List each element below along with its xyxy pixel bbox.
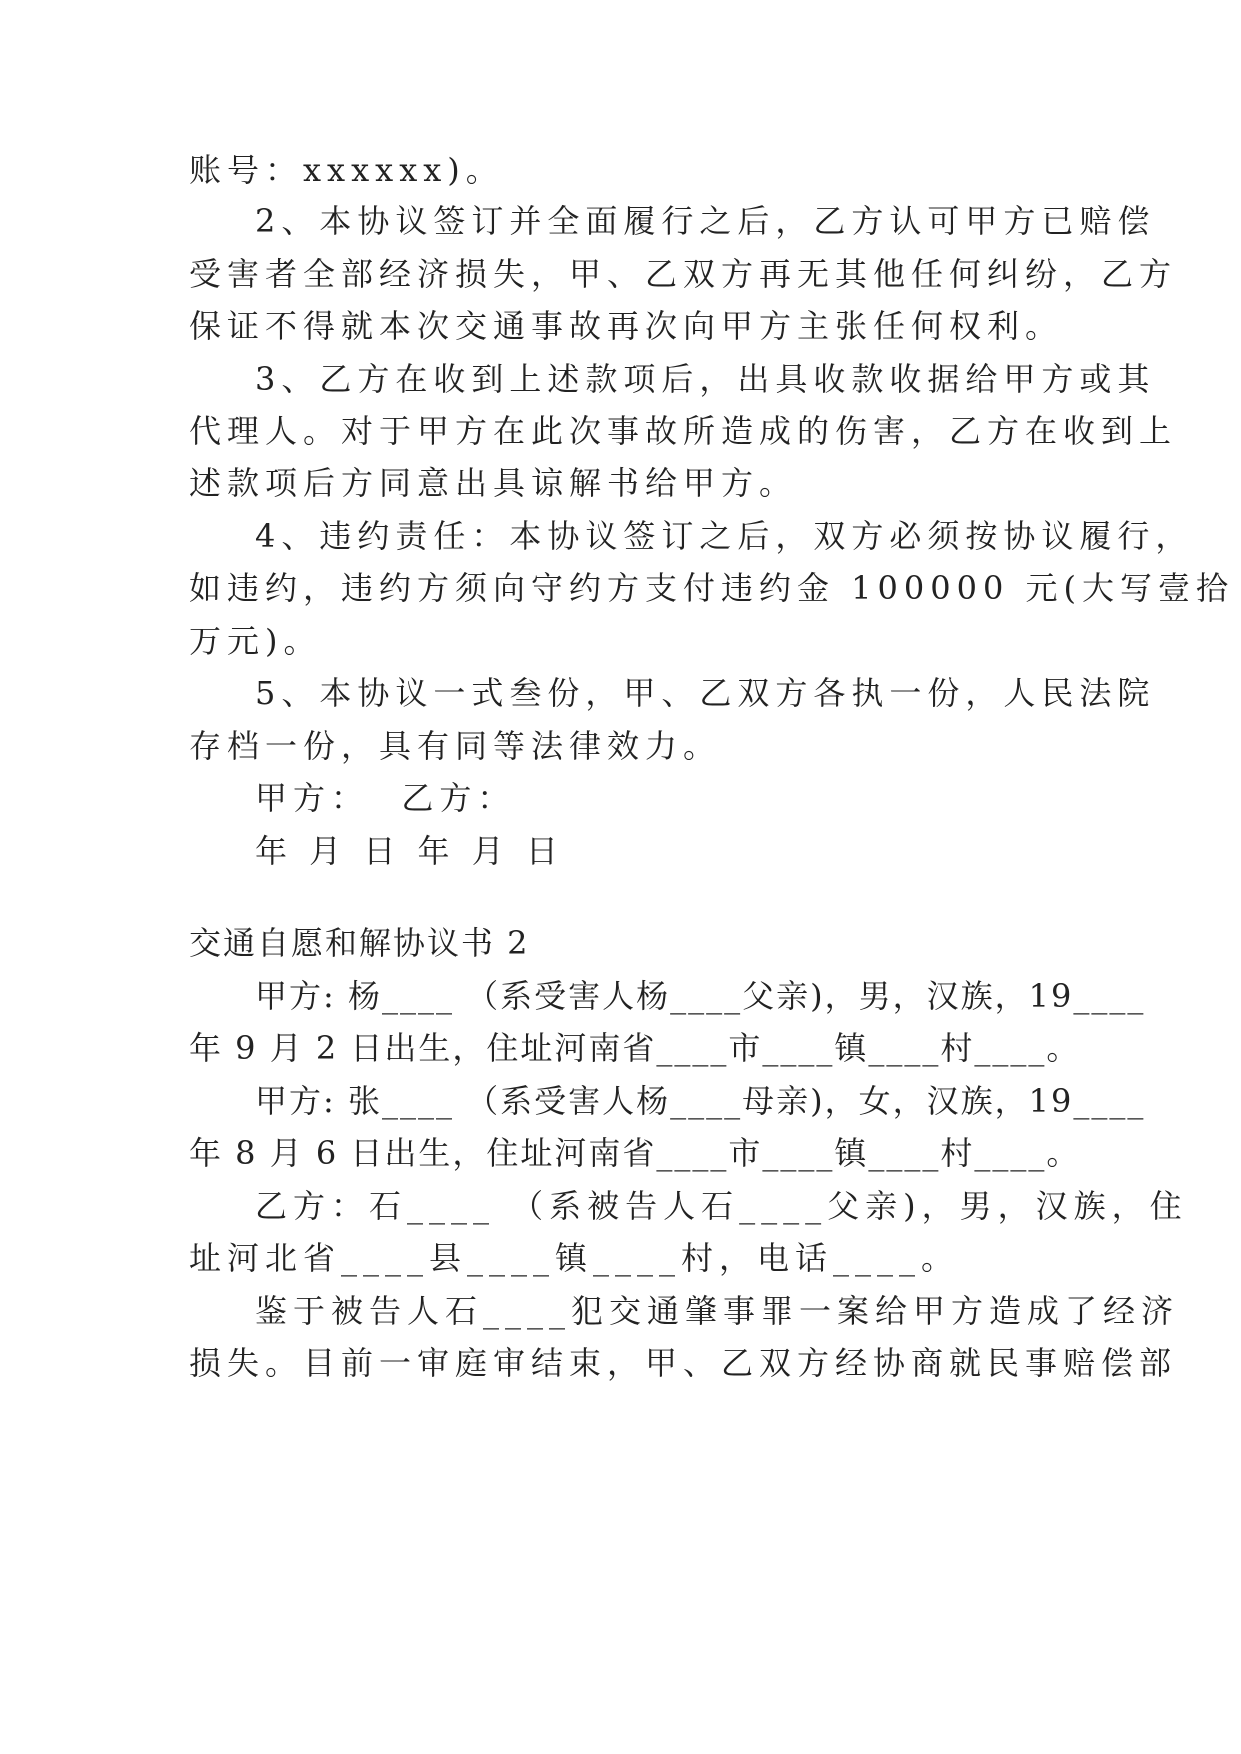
text-line: 甲方: 张____ （系受害人杨____母亲)，女，汉族，19____: [255, 1082, 1146, 1120]
text-line: 年 9 月 2 日出生，住址河南省____市____镇____村____。: [189, 1029, 1081, 1067]
text-line: 年 8 月 6 日出生，住址河南省____市____镇____村____。: [189, 1134, 1081, 1172]
text-line: 账号：xxxxxx)。: [189, 151, 504, 189]
text-line: 如违约，违约方须向守约方支付违约金 100000 元(大写壹拾: [189, 569, 1234, 607]
text-line: 保证不得就本次交通事故再次向甲方主张任何权利。: [189, 307, 1064, 345]
text-line: 2、本协议签订并全面履行之后，乙方认可甲方已赔偿: [255, 202, 1156, 240]
text-line: 代理人。对于甲方在此次事故所造成的伤害，乙方在收到上: [189, 412, 1178, 450]
signature-dates: 年 月 日 年 月 日: [255, 832, 564, 870]
text-line: 甲方: 杨____ （系受害人杨____父亲)，男，汉族，19____: [255, 977, 1146, 1015]
text-line: 乙方：石____ （系被告人石____父亲)，男，汉族，住: [255, 1187, 1188, 1225]
text-line: 述款项后方同意出具谅解书给甲方。: [189, 464, 798, 502]
signature-parties: 甲方： 乙方：: [255, 779, 516, 817]
text-line: 鉴于被告人石____犯交通肇事罪一案给甲方造成了经济: [255, 1292, 1180, 1330]
section-title: 交通自愿和解协议书 2: [189, 924, 530, 962]
text-line: 3、乙方在收到上述款项后，出具收款收据给甲方或其: [255, 360, 1156, 398]
text-line: 受害者全部经济损失，甲、乙双方再无其他任何纠纷，乙方: [189, 255, 1178, 293]
text-line: 址河北省____县____镇____村，电话____。: [189, 1239, 960, 1277]
text-line: 万元)。: [189, 622, 322, 660]
text-line: 5、本协议一式叁份，甲、乙双方各执一份，人民法院: [255, 674, 1156, 712]
text-line: 存档一份，具有同等法律效力。: [189, 727, 722, 765]
text-line: 损失。目前一审庭审结束，甲、乙双方经协商就民事赔偿部: [189, 1344, 1178, 1382]
text-line: 4、违约责任：本协议签订之后，双方必须按协议履行，: [255, 517, 1194, 555]
